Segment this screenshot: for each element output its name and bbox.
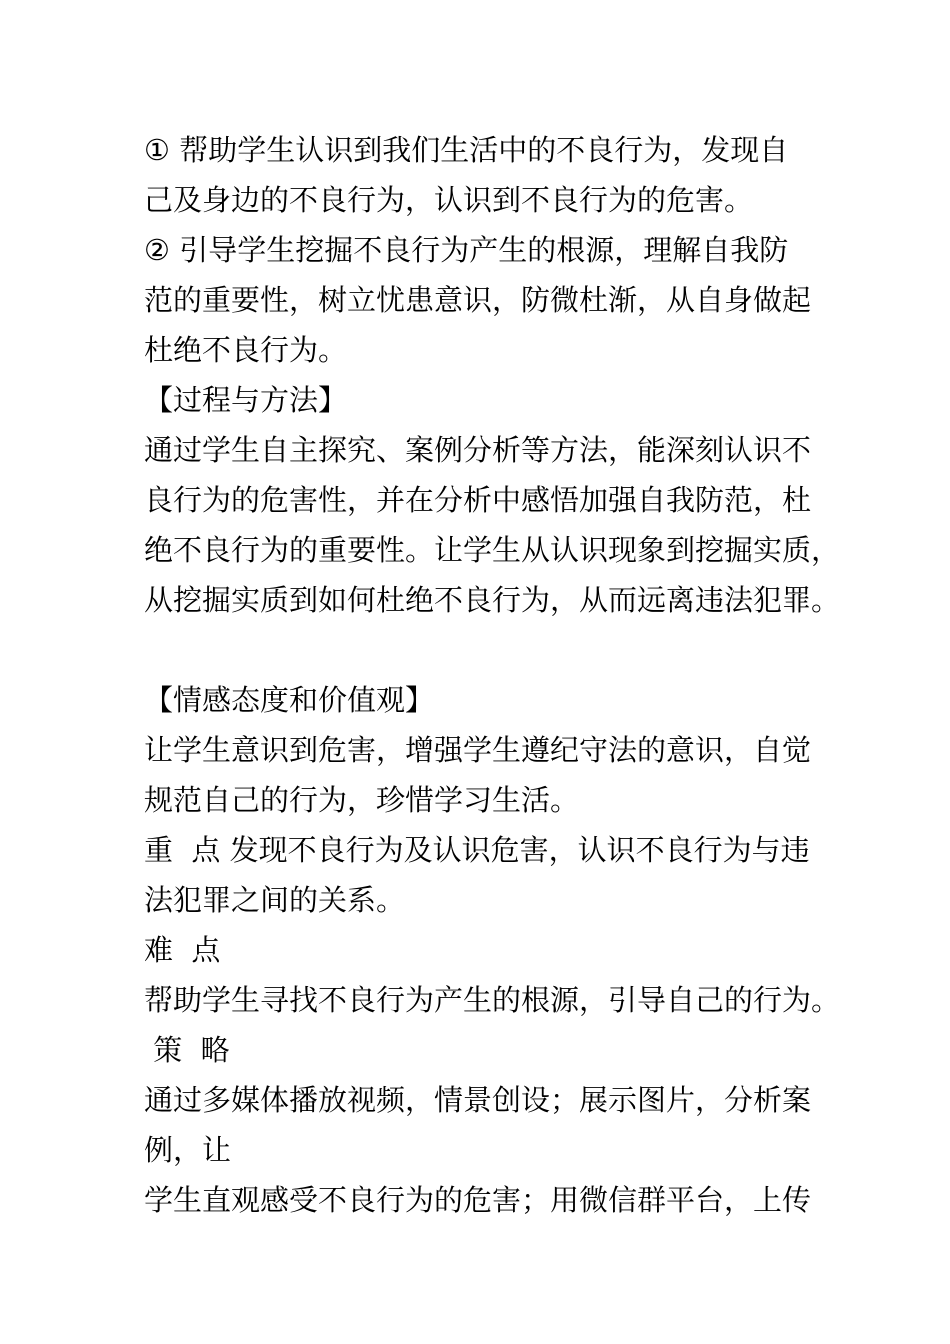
section-heading-process-method: 【过程与方法】 [144,383,348,417]
objective-1-line-1: ① 帮助学生认识到我们生活中的不良行为，发现自 [144,133,789,167]
difficulty-paragraph: 帮助学生寻找不良行为产生的根源，引导自己的行为。 [144,983,841,1017]
process-paragraph-line-1: 通过学生自主探究、案例分析等方法，能深刻认识不 [144,433,812,467]
process-paragraph-line-4: 从挖掘实质到如何杜绝不良行为，从而远离违法犯罪。 [144,583,841,617]
objective-2-line-3: 杜绝不良行为。 [144,333,348,367]
objective-2-line-2: 范的重要性，树立忧患意识，防微杜渐，从自身做起 [144,283,812,317]
key-point-line-2: 法犯罪之间的关系。 [144,883,406,917]
objective-2-line-1: ② 引导学生挖掘不良行为产生的根源，理解自我防 [144,233,789,267]
strategy-heading: 策 略 [144,1033,230,1067]
strategy-paragraph-line-3: 学生直观感受不良行为的危害；用微信群平台，上传 [144,1183,812,1217]
difficulty-heading: 难 点 [144,933,221,967]
strategy-paragraph-line-1: 通过多媒体播放视频，情景创设；展示图片，分析案 [144,1083,812,1117]
emotion-paragraph-line-1: 让学生意识到危害，增强学生遵纪守法的意识，自觉 [144,733,812,767]
emotion-paragraph-line-2: 规范自己的行为，珍惜学习生活。 [144,783,580,817]
key-point-line-1: 重 点 发现不良行为及认识危害，认识不良行为与违 [144,833,810,867]
process-paragraph-line-2: 良行为的危害性，并在分析中感悟加强自我防范，杜 [144,483,812,517]
objective-1-line-2: 己及身边的不良行为，认识到不良行为的危害。 [144,183,754,217]
process-paragraph-line-3: 绝不良行为的重要性。让学生从认识现象到挖掘实质， [144,533,841,567]
section-heading-emotion-values: 【情感态度和价值观】 [144,683,435,717]
document-body [144,125,841,1225]
strategy-paragraph-line-2: 例，让 [144,1133,232,1167]
blank-line [144,625,834,675]
